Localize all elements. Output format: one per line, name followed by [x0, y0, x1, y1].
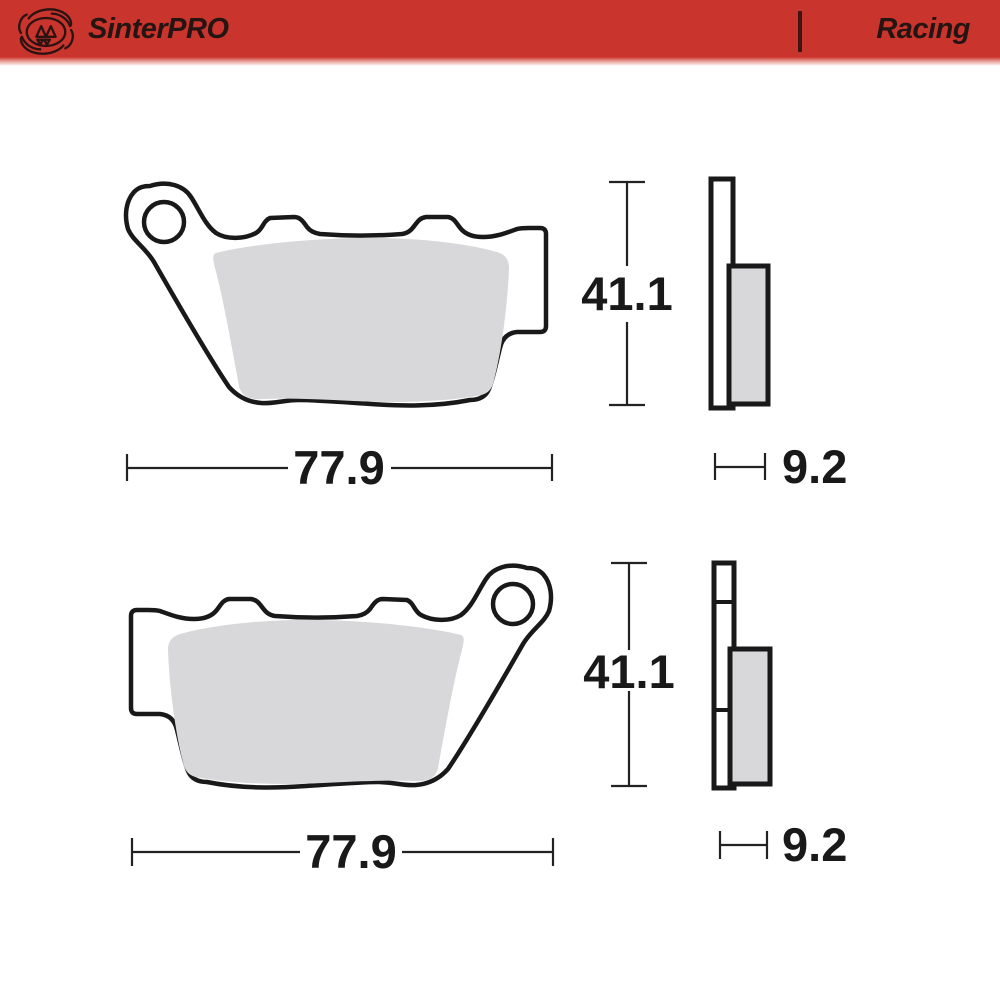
pad-plan-view-bottom — [131, 566, 551, 788]
thickness-dimension-label-bottom: 9.2 — [782, 818, 848, 871]
thickness-dimension-label-top: 9.2 — [782, 440, 848, 493]
width-dimension-label-bottom: 77.9 — [305, 825, 397, 878]
dimension-thickness-top — [715, 453, 765, 480]
dimension-thickness-bottom — [720, 831, 767, 859]
friction-material-edge — [730, 649, 770, 784]
pad-edge-view-top — [711, 179, 768, 408]
pad-edge-view-bottom — [714, 563, 770, 788]
friction-material-edge — [729, 266, 768, 404]
pad-plan-view-top — [126, 184, 546, 406]
brand-title: SinterPRO — [88, 13, 229, 45]
width-dimension-label-top: 77.9 — [293, 441, 385, 494]
series-title: Racing — [876, 13, 970, 45]
height-dimension-label-top: 41.1 — [581, 267, 673, 320]
height-dimension-label-bottom: 41.1 — [583, 645, 675, 698]
